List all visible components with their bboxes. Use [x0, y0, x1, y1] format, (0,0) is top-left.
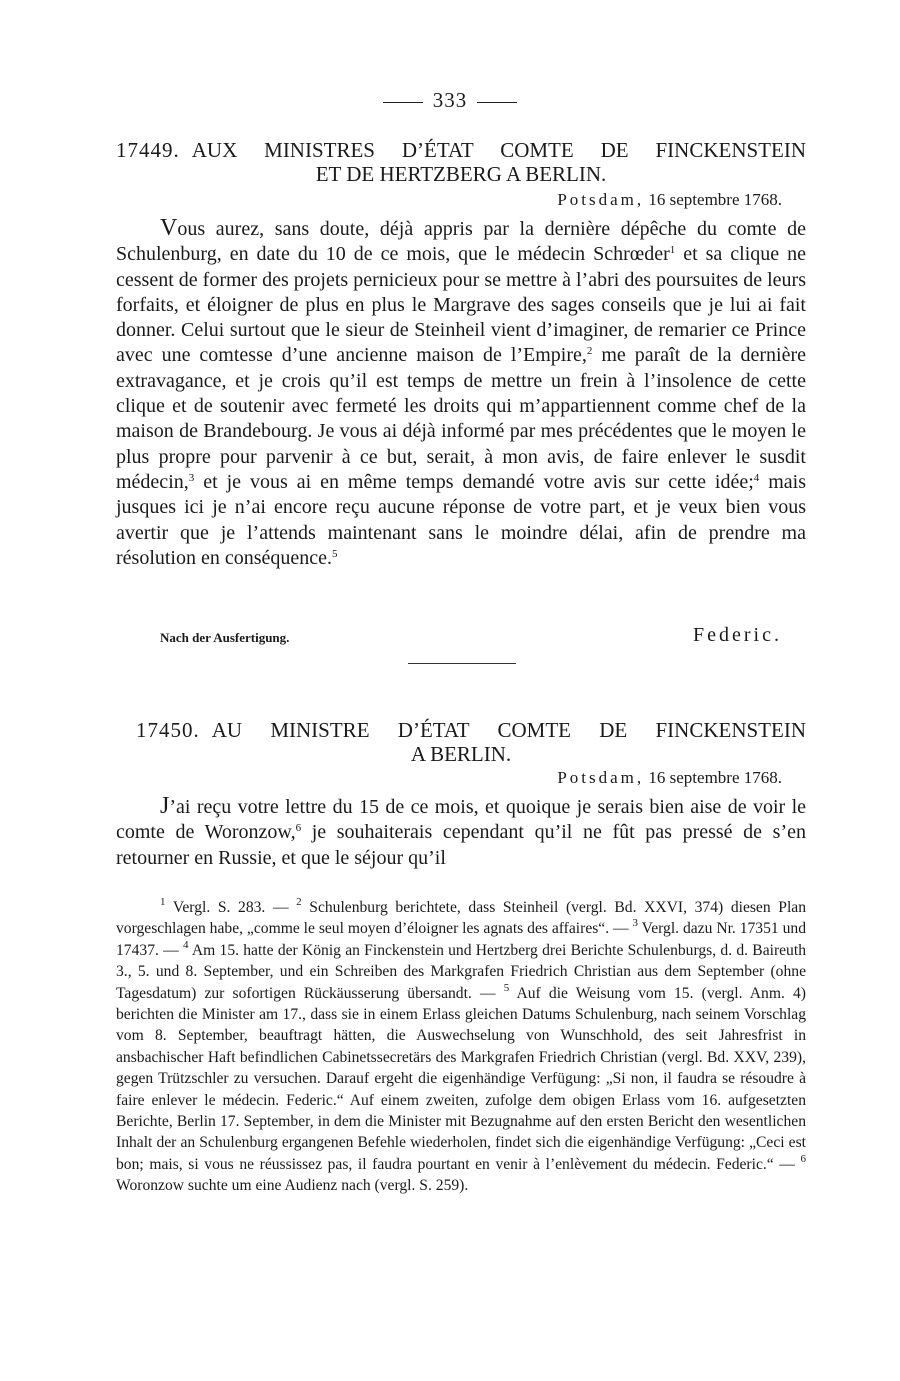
letter-heading: [116, 138, 806, 186]
footnotes: [116, 897, 806, 1197]
letter-heading-line2: A BERLIN.: [410, 742, 512, 766]
footnote-ref: 4: [753, 471, 760, 484]
signature: Federic.: [693, 624, 782, 646]
footnote-ref: 3: [188, 471, 195, 484]
footnote-marker: 6: [800, 1152, 806, 1165]
footnote-marker: 1: [160, 896, 166, 908]
letter-paragraph: J’ai reçu votre lettre du 15 de ce mois, et quoique je serais bien aise de voir le comte de Woronzow,$^6$ je souhaiterais cependant qu’il ne fût pas pressé de s’en retourner en Russie, et que le séjour qu’il: [116, 793, 806, 869]
footnote-ref: 5: [332, 547, 338, 560]
footnote-ref: 6: [295, 822, 302, 835]
footnote-ref: 1: [669, 244, 676, 257]
letter-paragraph: Vous aurez, sans doute, déjà appris par la dernière dépêche du comte de Schulenburg, en date du 10 de ce mois, que le médecin Schrœder$^1$ et sa clique ne cessent de former des projets pernicieux pour se mettre à l’abri des poursuites de leurs forfaits, et éloigner de plus en plus le Margrave des sages conseils que je lui ai fait donner. Celui surtout que le sieur de Steinheil vient d’imaginer, de remarier ce Prince avec une comtesse d’une ancienne maison de l’Empire,$^2$ me paraît de la dernière extravagance, et je crois qu’il est temps de mettre un frein à l’insolence de cette clique et de soutenir avec fermeté les droits qui m’appartiennent comme chef de la maison de Brandebourg. Je vous ai déjà informé par mes précédentes que le moyen le plus propre pour parvenir à ce but, serait, à mon avis, de faire enlever le susdit médecin,$^3$ et je vous ai en même temps demandé votre avis sur cette idée;$^4$ mais jusques ici je n’ai encore reçu aucune réponse de votre part, et je veux bien vous avertir que je l’attends maintenant sans le moindre délai, afin de prendre ma résolution en conséquence.$^5$: [116, 215, 807, 569]
letter-heading-line2: ET DE HERTZBERG A BERLIN.: [315, 162, 607, 186]
letter-heading-line1: 17449. AUX MINISTRES D’ÉTAT COMTE DE FINCKENSTEIN: [116, 138, 806, 162]
letter-body: [116, 216, 806, 571]
footnote-marker: 4: [182, 938, 189, 951]
footnote-ref: 2: [586, 345, 593, 358]
letter-number: 17449.: [116, 138, 180, 162]
letter-closing: [160, 624, 782, 648]
footnote-block: $^1$ Vergl. S. 283. — $^2$ Schulenburg berichtete, dass Steinheil (vergl. Bd. XXVI, 374) diesen Plan vorgeschlagen habe, „comme le seul moyen d’éloigner les agnats des affaires“. — $^3$ Vergl. dazu Nr. 17351 und 17437. — $^4$ Am 15. hatte der König an Finckenstein und Hertzberg drei Berichte Schulenburgs, d. d. Baireuth 3., 5. und 8. September, und ein Schreiben des Markgrafen Friedrich Christian aus dem September (ohne Tagesdatum) zur sofortigen Rückäusserung übersandt. — $^5$ Auf die Weisung vom 15. (vergl. Anm. 4) berichten die Minister am 17., dass sie in einem Erlass gleichen Datums Schulenburg, nach seinem Vorschlag vom 8. September, beauftragt hätten, die Auswechselung von Wunschhold, des seit Jahresfrist in ansbachischer Haft befindlichen Cabinetssecretärs des Markgrafen Friedrich Christian (vergl. Bd. XXV, 239), gegen Trützschler zu versuchen. Darauf ergeht die eigenhändige Verfügung: „Si non, il faudra se résoudre à faire enlever le médecin. Federic.“ Auf einem zweiten, zufolge dem obigen Erlass vom 16. aufgesetzten Berichte, Berlin 17. September, in dem die Minister mit Bezugnahme auf den ersten Bericht den wesentlichen Inhalt der an Schulenburg ergangenen Befehle wiederholen, findet sich die eigenhändige Verfügung: „Ceci est bon; mais, si vous ne réussissez pas, il faudra pourtant en venir à l’enlèvement du médecin. Federic.“ — $^6$ Woronzow suchte um eine Audienz nach (vergl. S. 259).: [116, 896, 806, 1195]
footnote-marker: 5: [503, 981, 510, 994]
letter-dateline: Potsdam, 16 septembre 1768.: [557, 768, 782, 787]
letter-body: [116, 794, 806, 871]
page-number: 333: [0, 88, 900, 113]
page-number-dash-right: [477, 102, 517, 103]
footnote-marker: 3: [632, 917, 639, 930]
letter-dateline: Potsdam, 16 septembre 1768.: [557, 190, 782, 209]
footnote-marker: 2: [296, 896, 302, 908]
page-number-dash-left: [383, 102, 423, 103]
source-note: Nach der Ausfertigung.: [160, 630, 290, 645]
letter-heading-line1: 17450. AU MINISTRE D’ÉTAT COMTE DE FINCKENSTEIN: [136, 718, 806, 742]
section-divider: [408, 663, 516, 664]
letter-number: 17450.: [136, 718, 200, 742]
letter-heading: [116, 718, 806, 766]
